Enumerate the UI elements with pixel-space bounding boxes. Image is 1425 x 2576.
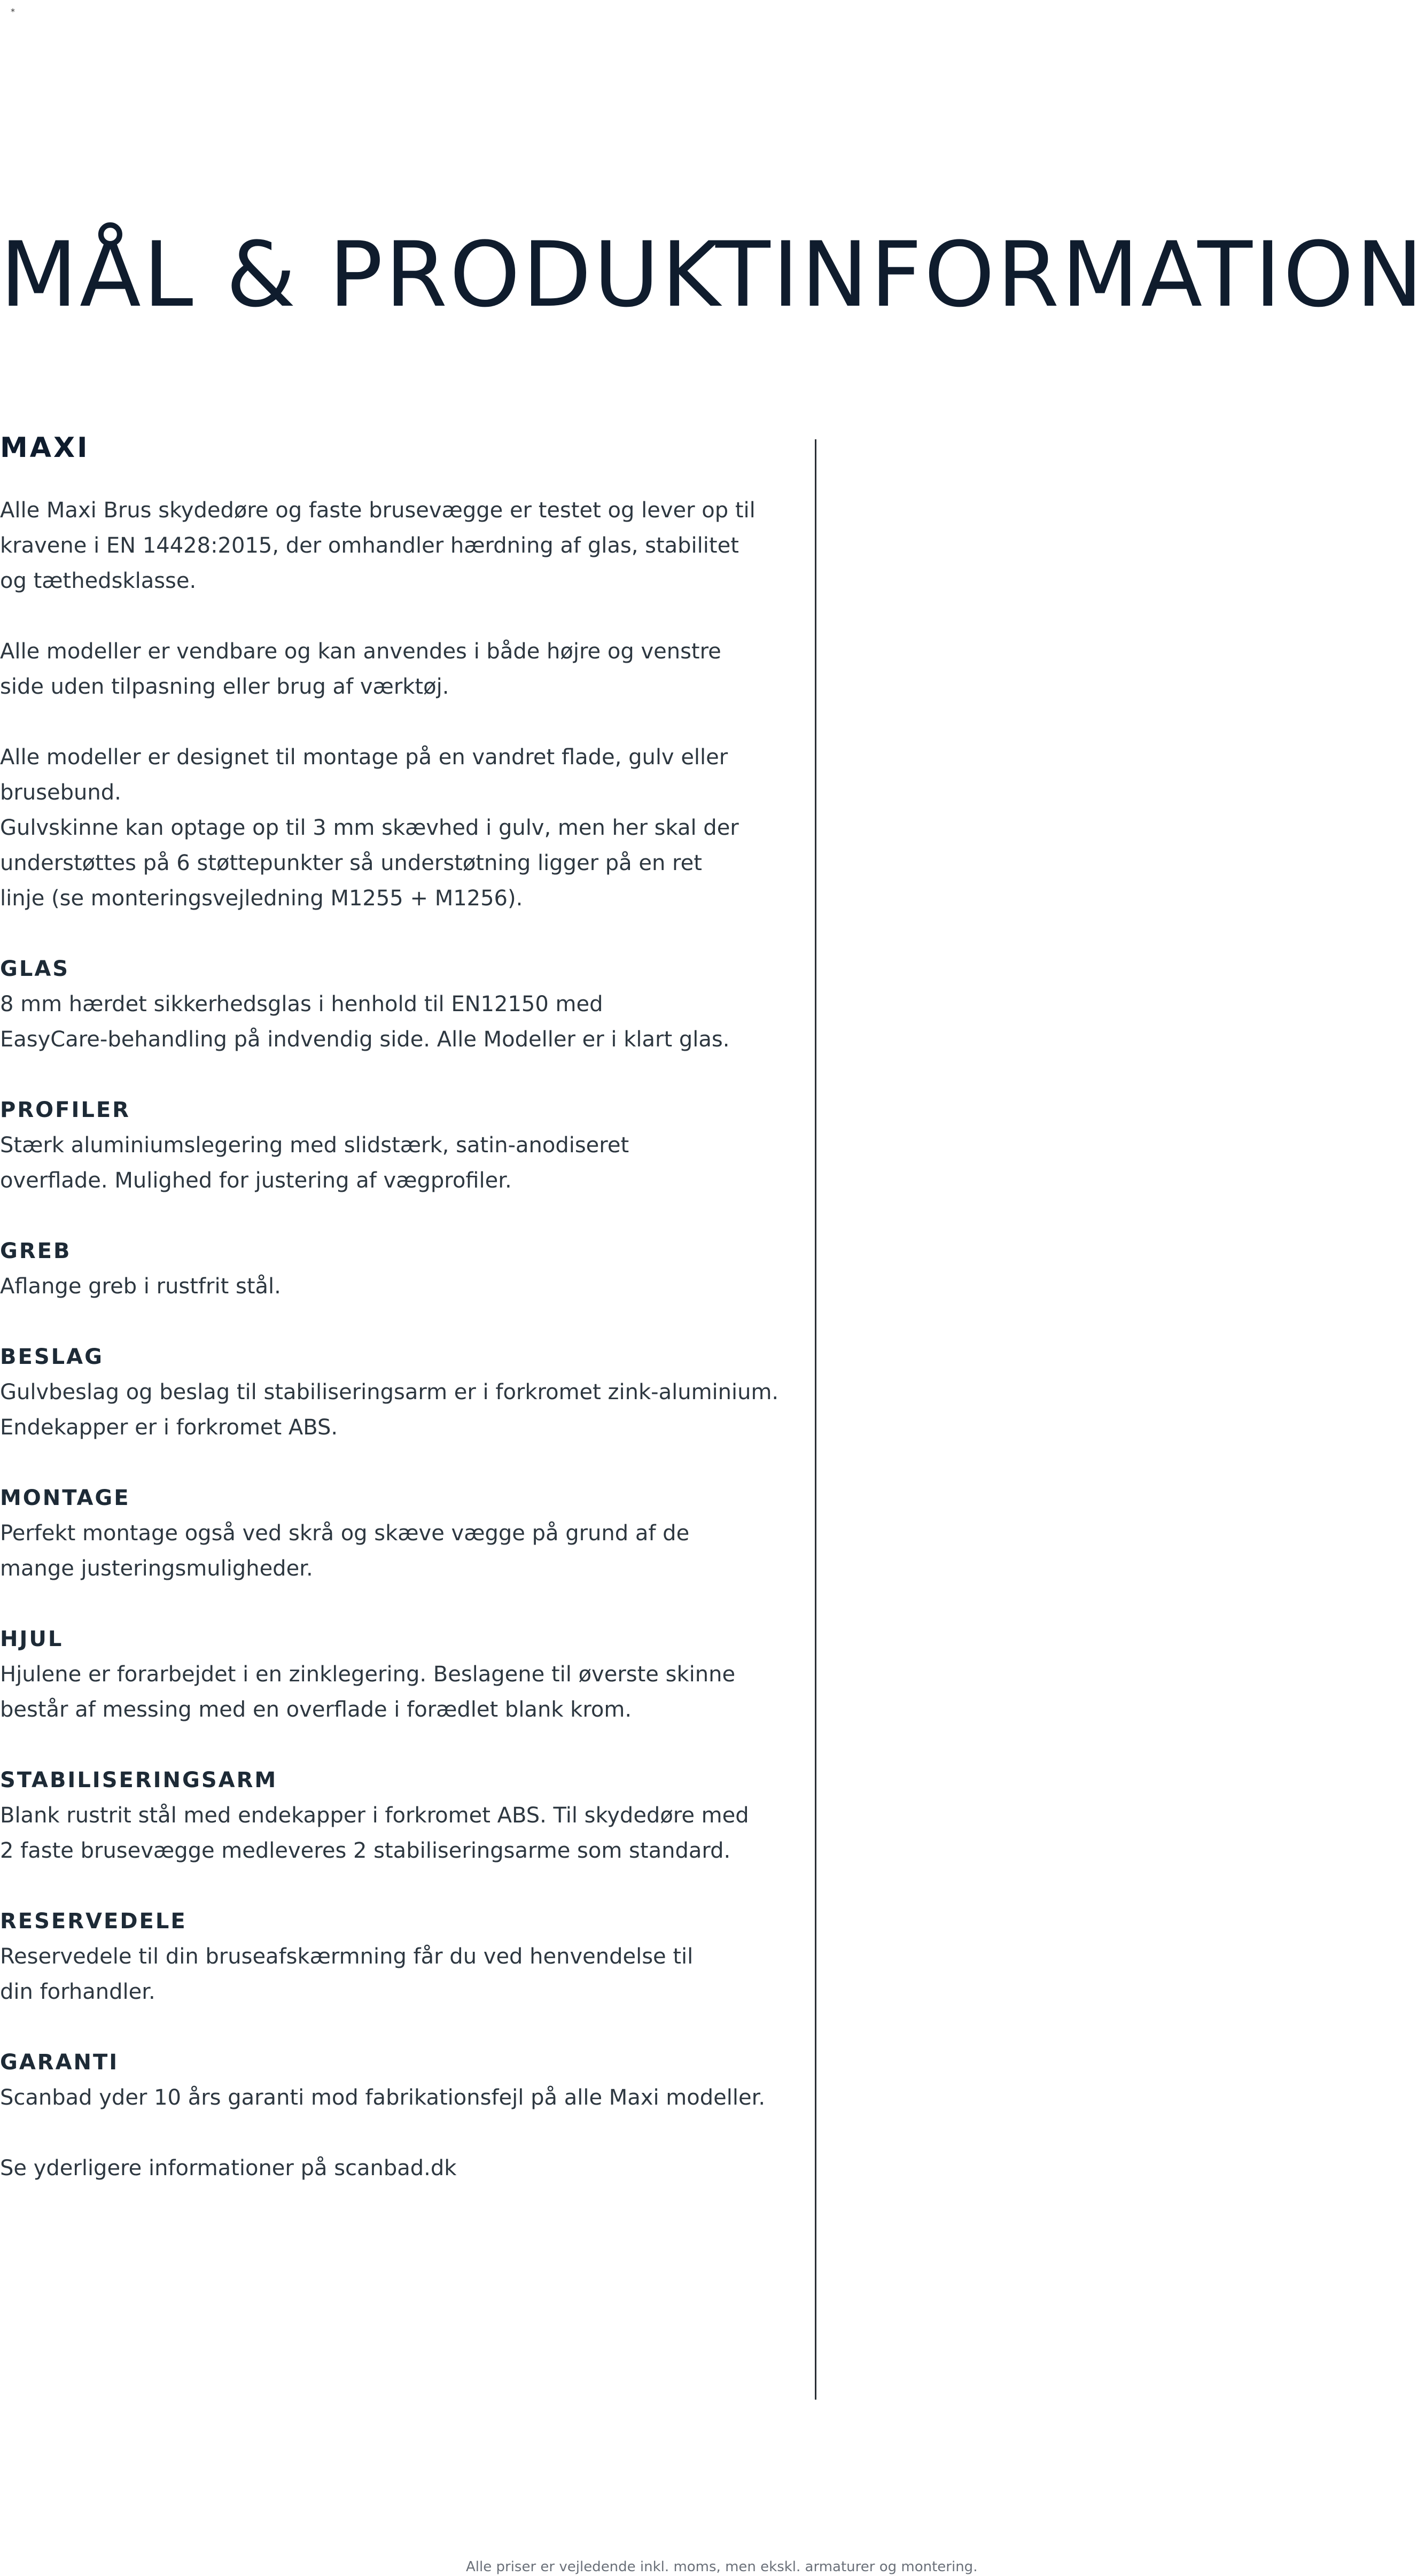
intro-paragraph-line: Alle Maxi Brus skydedøre og faste brusevægge er testet og lever op til [0, 498, 756, 523]
spec-glas [0, 951, 791, 1057]
spec-title: GARANTI [0, 2050, 119, 2075]
spec-title: MONTAGE [0, 1486, 130, 1510]
vertical-divider [815, 439, 816, 2400]
mounting-intro-line: Alle modeller er designet til montage på en vandret flade, gulv eller [0, 745, 728, 770]
spec-beslag-line: Gulvbeslag og beslag til stabiliseringsarm er i forkromet zink-aluminium. [0, 1380, 779, 1405]
intro-paragraph [0, 634, 791, 704]
spec-title: GLAS [0, 957, 70, 981]
spec-title: RESERVEDELE [0, 1909, 187, 1934]
intro-paragraph-line: kravene i EN 14428:2015, der omhandler hærdning af glas, stabilitet [0, 533, 739, 558]
section-heading-maxi: MAXI [0, 432, 90, 464]
intro-paragraph-line: side uden tilpasning eller brug af værktøj. [0, 674, 449, 699]
spec-list [0, 951, 791, 2115]
spec-hjul-line: består af messing med en overflade i forædlet blank krom. [0, 1697, 632, 1722]
spec-stabiliseringsarm [0, 1763, 791, 1868]
footer-price-note: Alle priser er vejledende inkl. moms, men ekskl. armaturer og montering. [466, 2559, 978, 2575]
mounting-intro-line: brusebund. [0, 780, 121, 805]
spec-profiler [0, 1092, 791, 1198]
spec-stabiliseringsarm-line: 2 faste brusevægge medleveres 2 stabiliseringsarme som standard. [0, 1838, 731, 1863]
spec-garanti-line: Scanbad yder 10 års garanti mod fabrikationsfejl på alle Maxi modeller. [0, 2085, 766, 2110]
spec-montage-line: mange justeringsmuligheder. [0, 1556, 313, 1581]
spec-hjul-line: Hjulene er forarbejdet i en zinklegering. Beslagene til øverste skinne [0, 1662, 736, 1687]
product-info-section [0, 434, 791, 2221]
spec-reservedele [0, 1904, 791, 2009]
intro-paragraph [0, 493, 791, 599]
spec-glas-line: EasyCare-behandling på indvendig side. Alle Modeller er i klart glas. [0, 1027, 730, 1052]
intro-paragraphs [0, 493, 791, 704]
spec-stabiliseringsarm-line: Blank rustrit stål med endekapper i forkromet ABS. Til skydedøre med [0, 1803, 749, 1828]
corner-asterisk: * [11, 6, 15, 17]
spec-glas-line: 8 mm hærdet sikkerhedsglas i henhold til EN12150 med [0, 992, 603, 1017]
spec-beslag [0, 1339, 791, 1445]
mounting-detail-line: Gulvskinne kan optage op til 3 mm skævhed i gulv, men her skal der [0, 816, 739, 840]
spec-title: STABILISERINGSARM [0, 1768, 278, 1793]
spec-garanti [0, 2045, 791, 2115]
intro-paragraph-line: og tæthedsklasse. [0, 569, 197, 593]
mounting-detail-line: linje (se monteringsvejledning M1255 + M1256). [0, 886, 523, 911]
spec-title: HJUL [0, 1627, 64, 1651]
spec-hjul [0, 1621, 791, 1727]
spec-profiler-line: overflade. Mulighed for justering af vægprofiler. [0, 1168, 512, 1193]
spec-reservedele-line: Reservedele til din bruseafskærmning får du ved henvendelse til [0, 1944, 694, 1969]
mounting-paragraph [0, 740, 791, 916]
spec-montage-line: Perfekt montage også ved skrå og skæve vægge på grund af de [0, 1521, 690, 1546]
mounting-detail-line: understøttes på 6 støttepunkter så understøtning ligger på en ret [0, 851, 702, 875]
spec-montage [0, 1480, 791, 1586]
spec-profiler-line: Stærk aluminiumslegering med slidstærk, satin-anodiseret [0, 1133, 629, 1158]
page-title: MÅL & PRODUKTINFORMATION [0, 222, 1425, 327]
spec-title: GREB [0, 1239, 72, 1263]
spec-greb-line: Aflange greb i rustfrit stål. [0, 1274, 281, 1299]
closing-text: Se yderligere informationer på scanbad.dk [0, 2156, 457, 2181]
spec-reservedele-line: din forhandler. [0, 1980, 155, 2004]
spec-greb [0, 1233, 791, 1304]
spec-beslag-line: Endekapper er i forkromet ABS. [0, 1415, 338, 1440]
spec-title: PROFILER [0, 1098, 130, 1122]
spec-title: BESLAG [0, 1345, 104, 1369]
intro-paragraph-line: Alle modeller er vendbare og kan anvendes i både højre og venstre [0, 639, 721, 664]
mounting-text [0, 740, 791, 916]
